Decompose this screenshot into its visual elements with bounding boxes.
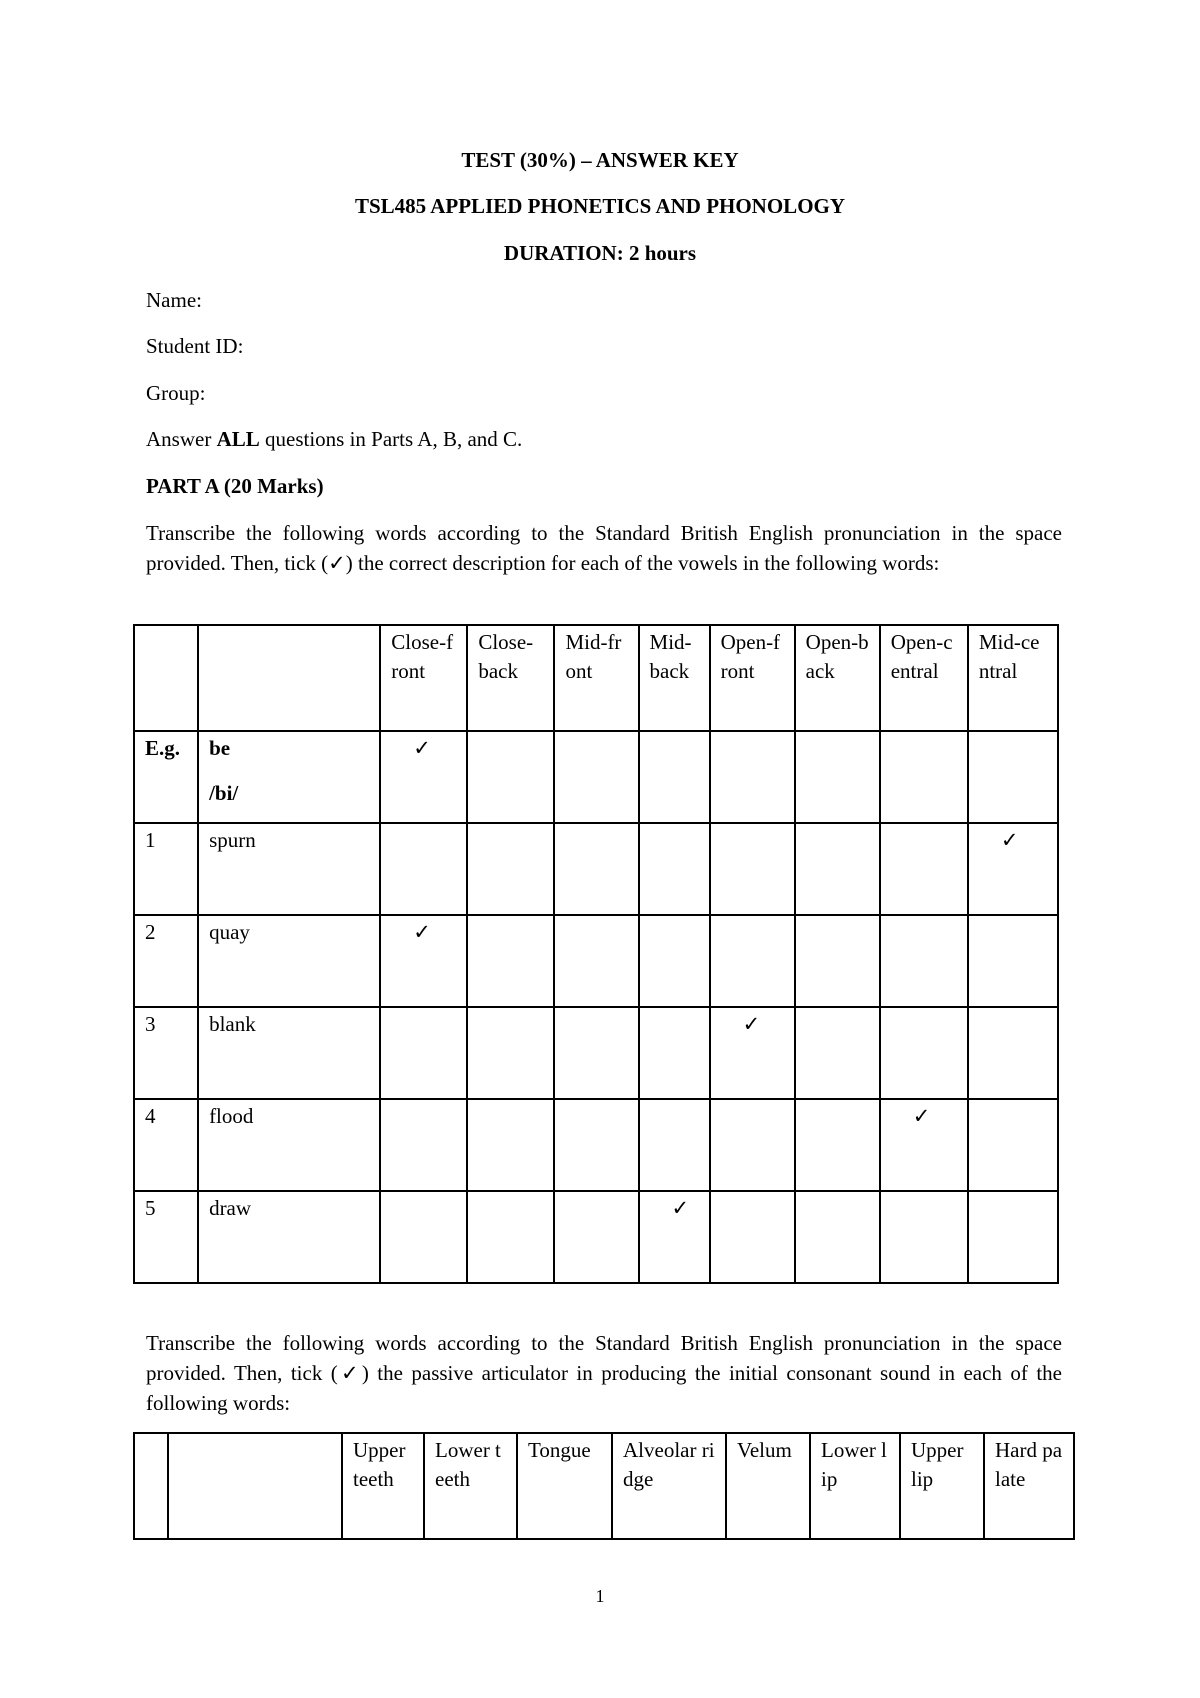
tick-cell: [467, 731, 554, 823]
tick-cell: [710, 731, 795, 823]
tick-cell: [380, 731, 467, 823]
row-number: 4: [134, 1099, 198, 1191]
tick-cell: [710, 823, 795, 915]
row-number: 5: [134, 1191, 198, 1283]
table-row: [134, 823, 1058, 915]
tick-cell: [380, 915, 467, 1007]
tick-cell: [554, 915, 638, 1007]
tick-cell: [710, 915, 795, 1007]
table-row: [134, 1007, 1058, 1099]
column-header-lower-teeth: Lower teeth: [424, 1433, 517, 1539]
checkmark-icon: ✓: [742, 1012, 761, 1036]
example-word-cell: [198, 731, 380, 823]
course-title: TSL485 APPLIED PHONETICS AND PHONOLOGY: [354, 194, 846, 218]
tick-cell: [880, 1191, 968, 1283]
row-word: flood: [198, 1099, 380, 1191]
tick-cell: [380, 1099, 467, 1191]
tick-cell: [554, 1007, 638, 1099]
row-number: 3: [134, 1007, 198, 1099]
tick-cell: [968, 915, 1058, 1007]
example-word: be: [209, 736, 231, 760]
name-field-label: Name:: [146, 288, 202, 312]
tick-cell: [467, 823, 554, 915]
tick-cell: [968, 1007, 1058, 1099]
header-blank-cell: [134, 625, 198, 731]
tick-cell: [639, 731, 710, 823]
group-field-label: Group:: [146, 381, 206, 405]
tick-cell: [880, 823, 968, 915]
checkmark-icon: ✓: [1000, 828, 1019, 852]
part-a-instruction-articulators: Transcribe the following words according to the Standard British English pronunciation in the space provided. Then, tick (✓) the passive articulator in producing the initial consonant sound in each of the following words:: [146, 1331, 1062, 1415]
tick-cell: [880, 731, 968, 823]
tick-cell: [467, 1099, 554, 1191]
checkmark-icon: ✓: [413, 920, 431, 944]
tick-cell: [554, 1099, 638, 1191]
checkmark-icon: ✓: [413, 736, 431, 760]
tick-cell: [467, 1007, 554, 1099]
example-label: E.g.: [134, 731, 198, 823]
tick-cell: [710, 1099, 795, 1191]
checkmark-icon: ✓: [912, 1104, 931, 1128]
row-word: draw: [198, 1191, 380, 1283]
tick-cell: [554, 823, 638, 915]
column-header-velum: Velum: [726, 1433, 810, 1539]
row-number: 1: [134, 823, 198, 915]
tick-cell: [968, 1099, 1058, 1191]
duration: DURATION: 2 hours: [503, 241, 697, 265]
tick-cell: [795, 823, 880, 915]
header-blank-cell: [134, 1433, 168, 1539]
table-row: [134, 1099, 1058, 1191]
general-instruction: [146, 427, 522, 452]
student-id-field-label: Student ID:: [146, 334, 244, 358]
instruction-prefix: Answer: [146, 427, 217, 451]
row-number: 2: [134, 915, 198, 1007]
tick-cell: [639, 1099, 710, 1191]
instruction-emphasis: ALL: [216, 427, 260, 451]
tick-cell: [380, 1007, 467, 1099]
column-header-close-front: Close-front: [380, 625, 467, 731]
vowel-table: [133, 624, 1059, 1284]
column-header-alveolar-ridge: Alveolar ridge: [612, 1433, 726, 1539]
tick-cell: [795, 1099, 880, 1191]
column-header-hard-palate: Hard palate: [984, 1433, 1074, 1539]
instruction-suffix: questions in Parts A, B, and C.: [259, 427, 523, 451]
table-row: [134, 1191, 1058, 1283]
header-blank-cell: [198, 625, 380, 731]
tick-cell: [880, 915, 968, 1007]
tick-cell: [795, 1007, 880, 1099]
tick-cell: [968, 823, 1058, 915]
column-header-mid-back: Mid-back: [639, 625, 710, 731]
column-header-open-front: Open-front: [710, 625, 795, 731]
tick-cell: [639, 1007, 710, 1099]
articulator-table: [133, 1432, 1075, 1540]
part-a-instruction-vowels: Transcribe the following words according to the Standard British English pronunciation in the space provided. Then, tick (✓) the correct description for each of the vowels in the following words:: [146, 521, 1062, 575]
part-a-heading: PART A (20 Marks): [146, 474, 324, 498]
tick-cell: [639, 915, 710, 1007]
tick-cell: [968, 1191, 1058, 1283]
tick-cell: [795, 1191, 880, 1283]
column-header-upper-lip: Upper lip: [900, 1433, 984, 1539]
tick-cell: [380, 823, 467, 915]
tick-cell: [795, 731, 880, 823]
column-header-mid-front: Mid-front: [554, 625, 638, 731]
tick-cell: [880, 1099, 968, 1191]
column-header-open-central: Open-central: [880, 625, 968, 731]
row-word: spurn: [198, 823, 380, 915]
column-header-open-back: Open-back: [795, 625, 880, 731]
column-header-mid-central: Mid-central: [968, 625, 1058, 731]
column-header-close-back: Close-back: [467, 625, 554, 731]
tick-cell: [880, 1007, 968, 1099]
tick-cell: [639, 1191, 710, 1283]
column-header-tongue: Tongue: [517, 1433, 612, 1539]
document-title: TEST (30%) – ANSWER KEY: [461, 148, 739, 172]
vowel-table-header-row: [134, 625, 1058, 731]
header-blank-cell: [168, 1433, 342, 1539]
example-transcription: /bi/: [209, 781, 239, 805]
page-number: 1: [595, 1586, 605, 1606]
articulator-table-header-row: [134, 1433, 1074, 1539]
tick-cell: [380, 1191, 467, 1283]
checkmark-icon: ✓: [671, 1196, 690, 1220]
tick-cell: [467, 915, 554, 1007]
tick-cell: [710, 1191, 795, 1283]
tick-cell: [639, 823, 710, 915]
tick-cell: [710, 1007, 795, 1099]
tick-cell: [467, 1191, 554, 1283]
row-word: quay: [198, 915, 380, 1007]
table-row: [134, 915, 1058, 1007]
example-row: [134, 731, 1058, 823]
row-word: blank: [198, 1007, 380, 1099]
column-header-upper-teeth: Upper teeth: [342, 1433, 424, 1539]
column-header-lower-lip: Lower lip: [810, 1433, 900, 1539]
tick-cell: [795, 915, 880, 1007]
tick-cell: [968, 731, 1058, 823]
tick-cell: [554, 1191, 638, 1283]
tick-cell: [554, 731, 638, 823]
